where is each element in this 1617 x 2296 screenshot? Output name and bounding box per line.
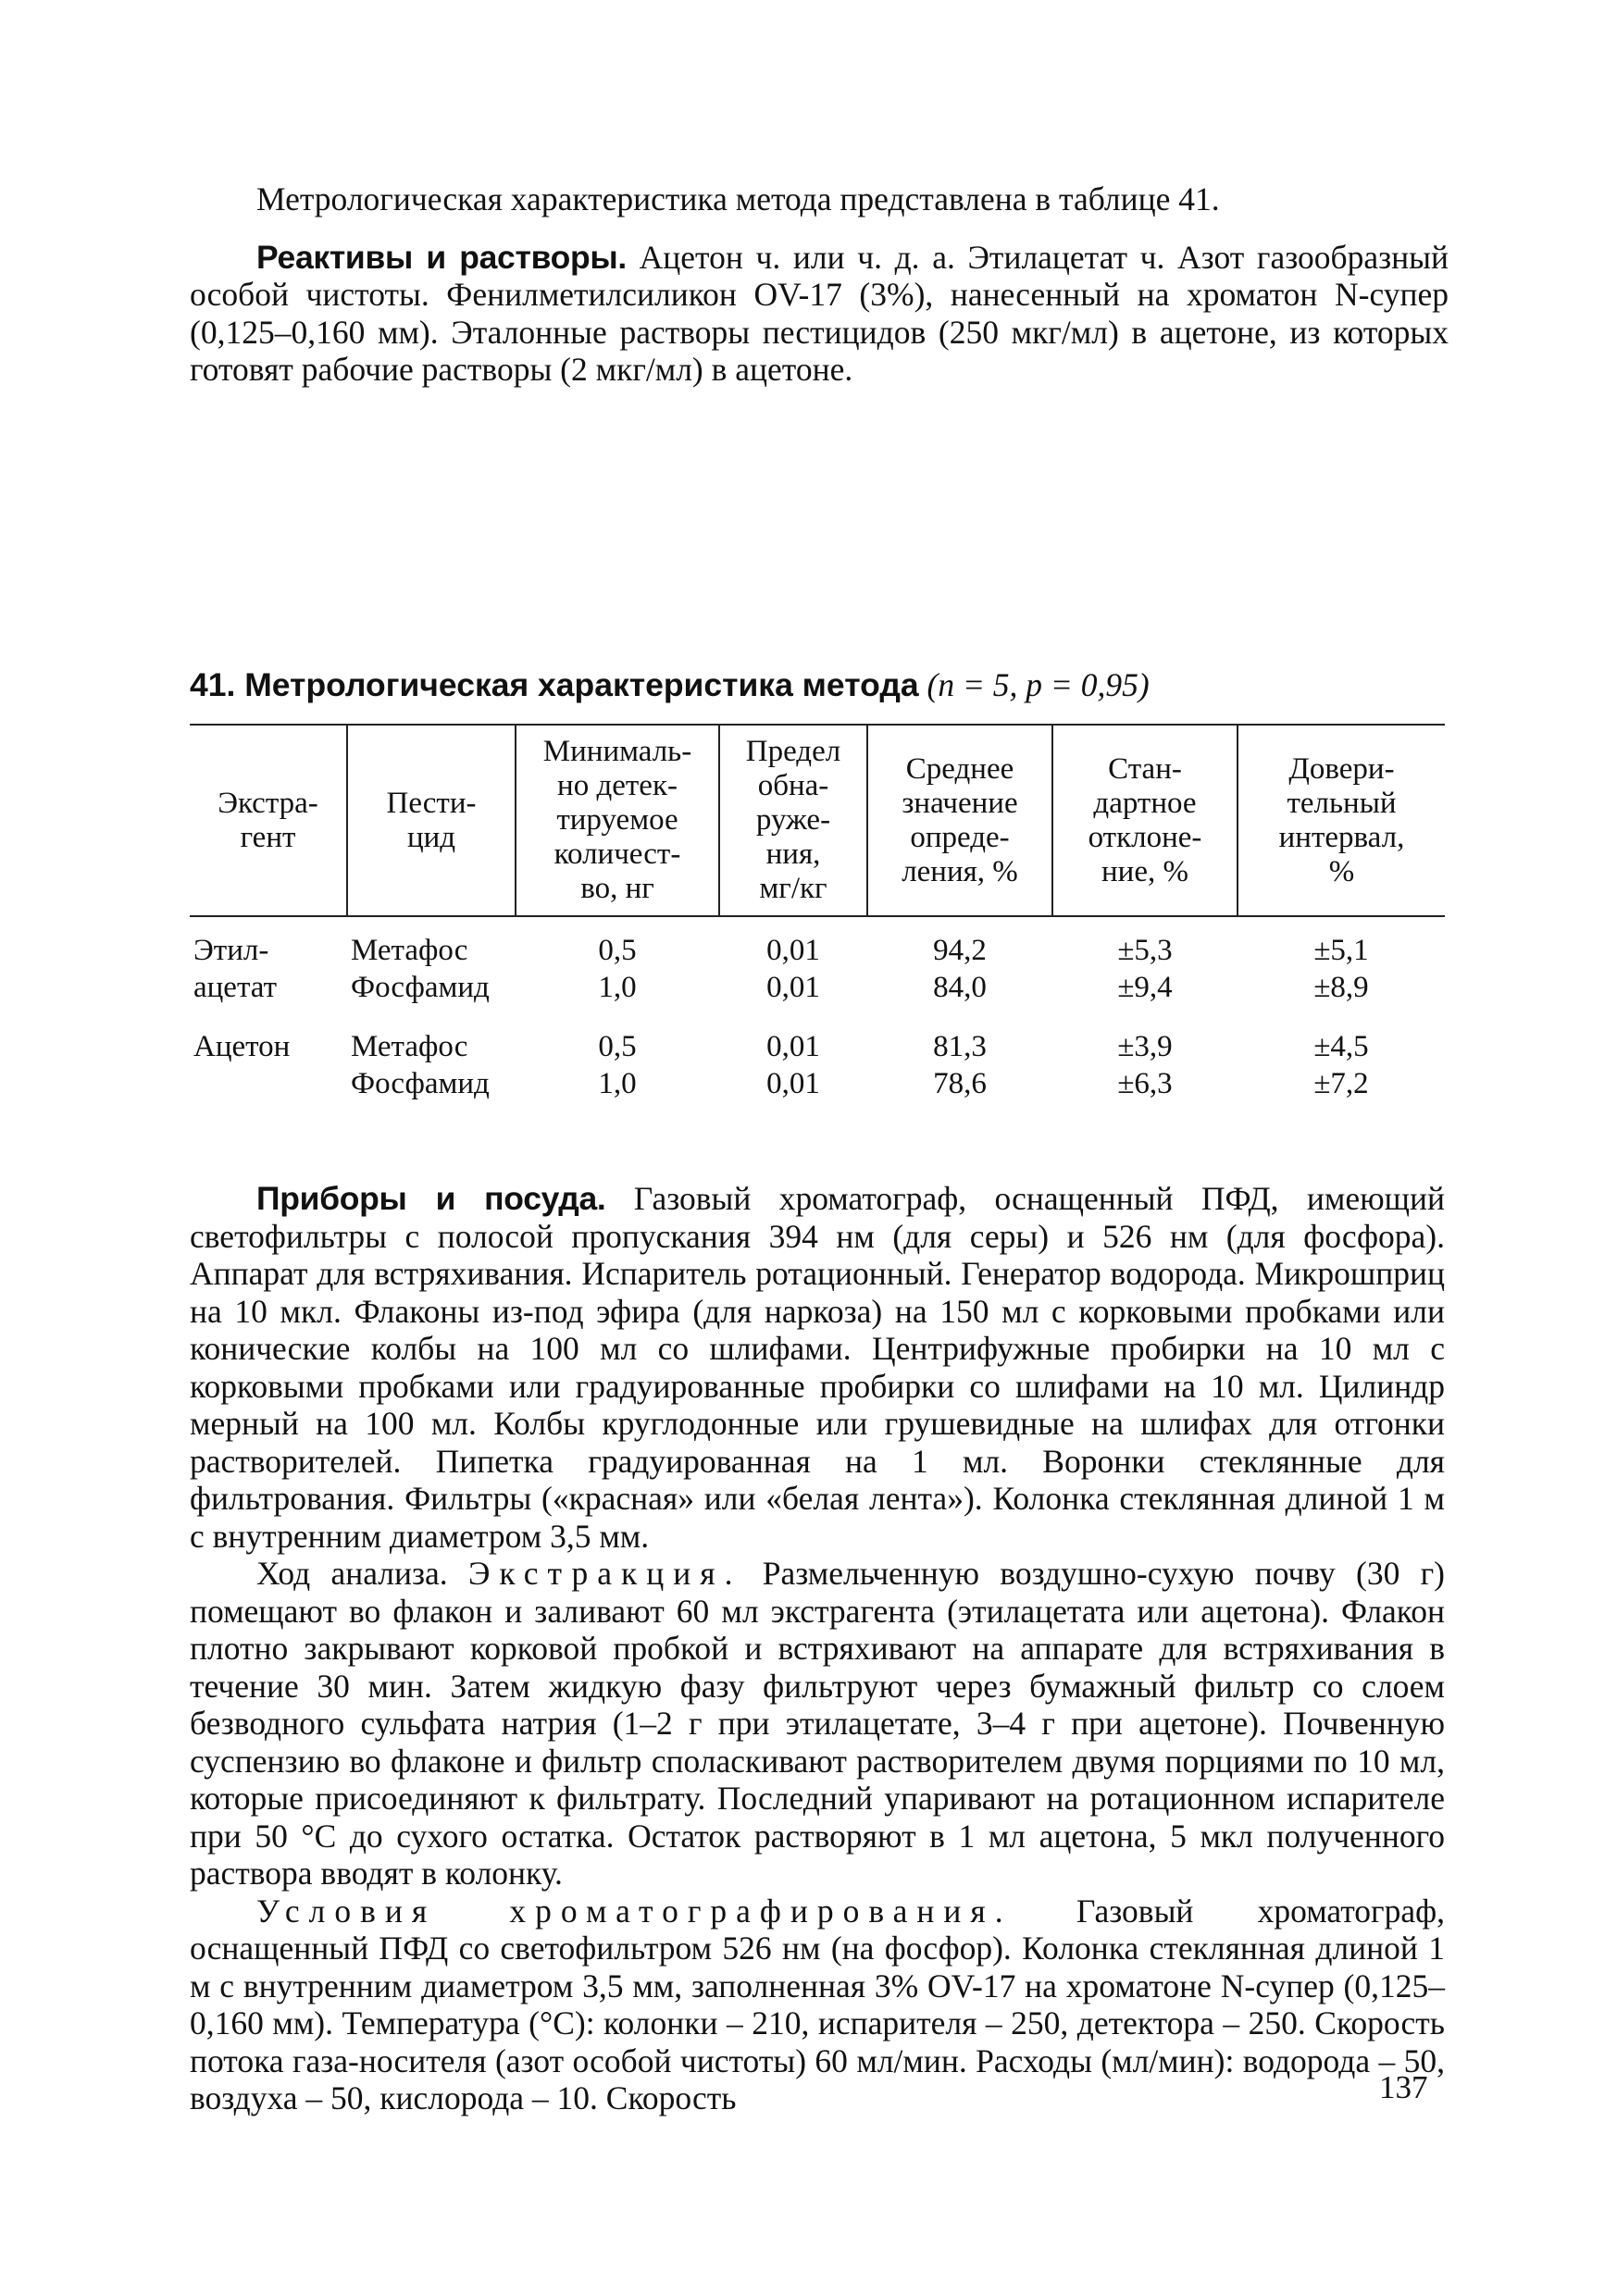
table-header-row [190, 725, 1445, 916]
table-cell-sd: ±5,3 [1117, 934, 1173, 967]
table-cell-extr: ацетат [193, 971, 277, 1004]
table-cell-min: 1,0 [598, 1067, 637, 1100]
header-line: Экстра- [218, 786, 318, 820]
heading-analysis: Ход анализа. [256, 1555, 448, 1592]
table-header-cell [190, 725, 347, 916]
header-line: гент [240, 820, 296, 854]
table-header-cell [867, 725, 1052, 916]
table-cell-mean: 81,3 [933, 1030, 987, 1063]
paragraph-chromatography [190, 1893, 1445, 2117]
header-line: значение [902, 786, 1018, 820]
header-line: Стан- [1108, 751, 1182, 786]
header-line: тельный [1287, 786, 1397, 820]
header-line: Минималь- [542, 735, 692, 768]
table-body [190, 916, 1445, 1115]
header-line: Предел [745, 735, 841, 768]
table-cell-pest: Фосфамид [351, 971, 490, 1004]
paragraph-equipment [190, 1180, 1445, 1555]
table-header-cell [1238, 725, 1445, 916]
header-line: дартное [1093, 786, 1197, 820]
header-line: % [1328, 854, 1355, 888]
table-cell-pest: Метафос [351, 934, 468, 967]
table-cell-sd: ±3,9 [1117, 1030, 1173, 1063]
table-cell-pest: Метафос [351, 1030, 468, 1063]
table-caption-title: 41. Метрологическая характеристика метода [190, 666, 919, 703]
table-caption-params: (n = 5, p = 0,95) [918, 666, 1150, 703]
table-cell-min: 0,5 [598, 1030, 637, 1063]
header-line: опреде- [910, 820, 1010, 854]
header-line: обна- [757, 769, 829, 802]
table-row [190, 969, 1445, 1006]
table-cell-mean: 84,0 [933, 971, 987, 1004]
header-line: руже- [755, 803, 831, 837]
table-cell-min: 1,0 [598, 971, 637, 1004]
header-line: количест- [554, 838, 681, 871]
table-cell-ci: ±8,9 [1313, 971, 1369, 1004]
subheading-chromatography-conditions: Условия хроматографирования. [256, 1892, 1013, 1930]
header-line: ления, % [902, 854, 1018, 888]
table-header-cell [516, 725, 719, 916]
header-line: ние, % [1101, 854, 1188, 888]
metrology-table [190, 724, 1445, 1115]
header-line: ния, [765, 838, 821, 871]
table-cell-ci: ±7,2 [1313, 1067, 1369, 1100]
table-header-cell [347, 725, 516, 916]
header-line: но детек- [557, 769, 678, 802]
table-cell-extr [190, 1065, 347, 1115]
header-line: Довери- [1288, 751, 1395, 786]
paragraph-reagents [190, 239, 1449, 389]
header-line: цид [406, 820, 456, 854]
table-cell-lod: 0,01 [766, 1067, 820, 1100]
document-body [190, 1180, 1445, 2117]
table-row [190, 1006, 1445, 1065]
header-line: отклоне- [1088, 820, 1202, 854]
table-cell-lod: 0,01 [766, 971, 820, 1004]
table-cell-extr: Этил- [193, 934, 269, 967]
table-cell-sd: ±6,3 [1117, 1067, 1173, 1100]
chromatography-text: Газовый хроматограф, оснащенный ПФД со светофильтром 526 нм (на фосфор). Колонка стеклянная длиной 1 м с внутренним диаметром 3,5 мм, заполненная 3% OV-17 на хроматоне N-супер (0,125–0,160 мм). Температура (°С): колонки – 210, испарителя – 250, детектора – 250. Скорость потока газа-носителя (азот особой чистоты) 60 мл/мин. Расходы (мл/мин): водорода – 50, воздуха – 50, кислорода – 10. Скорость [190, 1892, 1445, 2116]
reagents-text: Ацетон ч. или ч. д. а. Этилацетат ч. Азот газообразный особой чистоты. Фенилметилсиликон OV-17 (3%), нанесенный на хроматон N-супер (0,125–0,160 мм). Эталонные растворы пестицидов (250 мкг/мл) в ацетоне, из которых готовят рабочие растворы (2 мкг/мл) в ацетоне. [190, 238, 1449, 388]
header-line: интервал, [1278, 820, 1405, 854]
header-line: Пести- [386, 786, 477, 820]
table-cell-mean: 94,2 [933, 934, 987, 967]
header-line: во, нг [580, 872, 654, 905]
analysis-text: Размельченную воздушно-сухую почву (30 г) помещают во флакон и заливают 60 мл экстрагента (этилацетата или ацетона). Флакон плотно закрывают корковой пробкой и встряхивают на аппарате для встряхивания в течение 30 мин. Затем жидкую фазу фильтруют через бумажный фильтр со слоем безводного сульфата натрия (1–2 г при этилацетате, 3–4 г при ацетоне). Почвенную суспензию во флаконе и фильтр споласкивают растворителем двумя порциями по 10 мл, которые присоединяют к фильтрату. Последний упаривают на ротационном испарителе при 50 °С до сухого остатка. Остаток растворяют в 1 мл ацетона, 5 мкл полученного раствора вводят в колонку. [190, 1555, 1445, 1892]
table-cell-ci: ±5,1 [1313, 934, 1369, 967]
table-row [190, 1065, 1445, 1115]
equipment-text: Газовый хроматограф, оснащенный ПФД, имеющий светофильтры с полосой пропускания 394 нм (для серы) и 526 нм (для фосфора). Аппарат для встряхивания. Испаритель ротационный. Генератор водорода. Микрошприц на 10 мкл. Флаконы из-под эфира (для наркоза) на 150 мл с корковыми пробками или конические колбы на 100 мл со шлифами. Центрифужные пробирки на 10 мл с корковыми пробками или градуированные пробирки со шлифами на 10 мл. Цилиндр мерный на 100 мл. Колбы круглодонные или грушевидные на шлифах для отгонки растворителей. Пипетка градуированная на 1 мл. Воронки стеклянные для фильтрования. Фильтры («красная» или «белая лента»). Колонка стеклянная длиной 1 м с внутренним диаметром 3,5 мм. [190, 1180, 1445, 1555]
page-number: 137 [1379, 2069, 1428, 2105]
header-line: тируемое [556, 803, 678, 837]
table-cell-sd: ±9,4 [1117, 971, 1173, 1004]
header-line: Среднее [905, 751, 1014, 786]
paragraph-analysis [190, 1555, 1445, 1893]
table-cell-extr: Ацетон [193, 1030, 291, 1063]
table-cell-ci: ±4,5 [1313, 1030, 1369, 1063]
table-cell-pest: Фосфамид [351, 1067, 490, 1100]
paragraph-metrology-reference: Метрологическая характеристика метода представлена в таблице 41. [256, 180, 1220, 217]
header-line: мг/кг [759, 872, 827, 905]
heading-equipment: Приборы и посуда. [256, 1180, 606, 1217]
table-cell-lod: 0,01 [766, 1030, 820, 1063]
table-caption [190, 666, 1150, 703]
heading-reagents: Реактивы и растворы. [256, 238, 627, 276]
table-row [190, 916, 1445, 969]
table-header-cell [719, 725, 867, 916]
table-header-cell [1052, 725, 1238, 916]
table-cell-min: 0,5 [598, 934, 637, 967]
table-cell-mean: 78,6 [933, 1067, 987, 1100]
table-cell-lod: 0,01 [766, 934, 820, 967]
subheading-extraction: Экстракция. [467, 1555, 742, 1592]
